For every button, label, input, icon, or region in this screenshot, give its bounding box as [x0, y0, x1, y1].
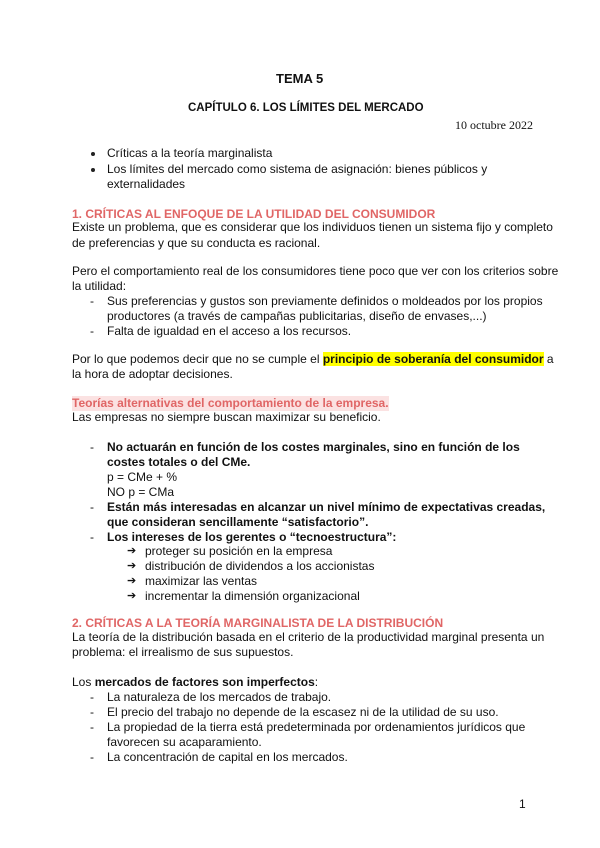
list-item: La naturaleza de los mercados de trabajo. [107, 690, 332, 704]
page-title: TEMA 5 [276, 71, 324, 86]
paragraph-line: Existe un problema, que es considerar que los individuos tienen un sistema fijo y completo [72, 220, 553, 234]
list-item: Falta de igualdad en el acceso a los recursos. [107, 324, 352, 338]
dash-bullet: - [90, 324, 94, 338]
bullet-dot [91, 168, 95, 172]
paragraph-line: La teoría de la distribución basada en el criterio de la productividad marginal presenta un [72, 630, 545, 644]
dash-bullet: - [90, 500, 94, 514]
arrow-icon: ➔ [127, 560, 137, 572]
text-run: Los [72, 675, 95, 689]
bullet-dot [91, 152, 95, 156]
paragraph-line [72, 675, 318, 690]
list-item: La propiedad de la tierra está predeterminada por ordenamientos jurídicos que [107, 720, 526, 734]
document-date: 10 octubre 2022 [455, 118, 533, 132]
paragraph-line: Pero el comportamiento real de los consumidores tiene poco que ver con los criterios sobre [72, 264, 559, 278]
sub-list-item: incrementar la dimensión organizacional [145, 589, 360, 603]
arrow-icon: ➔ [127, 590, 137, 602]
arrow-icon: ➔ [127, 575, 137, 587]
list-item-continuation: que consideran sencillamente “satisfactorio”. [107, 515, 369, 529]
text-run: Por lo que podemos decir que no se cumple el [72, 352, 323, 366]
list-item-continuation: productores (a través de campañas publicitarias, diseño de envases,...) [107, 309, 487, 323]
arrow-icon: ➔ [127, 545, 137, 557]
highlighted-term: principio de soberanía del consumidor [322, 352, 544, 366]
topic-item: Los límites del mercado como sistema de asignación: bienes públicos y [107, 162, 488, 176]
list-item-continuation: favorecen su acaparamiento. [107, 735, 262, 749]
dash-bullet: - [90, 690, 94, 704]
list-item: Están más interesadas en alcanzar un nivel mínimo de expectativas creadas, [107, 500, 546, 514]
paragraph-line: problema: el irrealismo de sus supuestos. [72, 645, 294, 659]
list-item-continuation: costes totales o del CMe. [107, 455, 251, 469]
dash-bullet: - [90, 294, 94, 308]
paragraph-line: la hora de adoptar decisiones. [72, 367, 233, 381]
dash-bullet: - [90, 750, 94, 764]
list-item: Sus preferencias y gustos son previamente definidos o moldeados por los propios [107, 294, 543, 308]
section-heading: 1. CRÍTICAS AL ENFOQUE DE LA UTILIDAD DEL CONSUMIDOR [72, 207, 436, 221]
text-run: : [314, 675, 319, 689]
list-item: No actuarán en función de los costes marginales, sino en función de los [107, 440, 520, 454]
dash-bullet: - [90, 530, 94, 544]
text-run: a [543, 352, 554, 366]
sub-list-item: proteger su posición en la empresa [145, 544, 333, 558]
formula-line: NO p = CMa [107, 485, 175, 499]
dash-bullet: - [90, 720, 94, 734]
section-heading: 2. CRÍTICAS A LA TEORÍA MARGINALISTA DE LA DISTRIBUCIÓN [72, 616, 444, 630]
paragraph-line: Las empresas no siempre buscan maximizar su beneficio. [72, 410, 381, 424]
sub-list-item: maximizar las ventas [145, 574, 258, 588]
formula-line: p = CMe + % [107, 470, 178, 484]
paragraph-line: la utilidad: [72, 279, 127, 293]
list-item: La concentración de capital en los mercados. [107, 750, 348, 764]
dash-bullet: - [90, 440, 94, 454]
page-number: 1 [519, 797, 526, 811]
topic-item: Críticas a la teoría marginalista [107, 146, 273, 160]
chapter-title: CAPÍTULO 6. LOS LÍMITES DEL MERCADO [188, 102, 424, 114]
paragraph-line: de preferencias y que su conducta es racional. [72, 236, 321, 250]
list-item: Los intereses de los gerentes o “tecnoestructura”: [107, 530, 397, 544]
topic-item-continuation: externalidades [107, 177, 186, 191]
paragraph-line [72, 352, 554, 367]
subsection-heading: Teorías alternativas del comportamiento de la empresa. [72, 396, 389, 410]
list-item: El precio del trabajo no depende de la escasez ni de la utilidad de su uso. [107, 705, 499, 719]
dash-bullet: - [90, 705, 94, 719]
sub-list-item: distribución de dividendos a los accionistas [145, 559, 375, 573]
bold-term: mercados de factores son imperfectos [94, 675, 315, 689]
